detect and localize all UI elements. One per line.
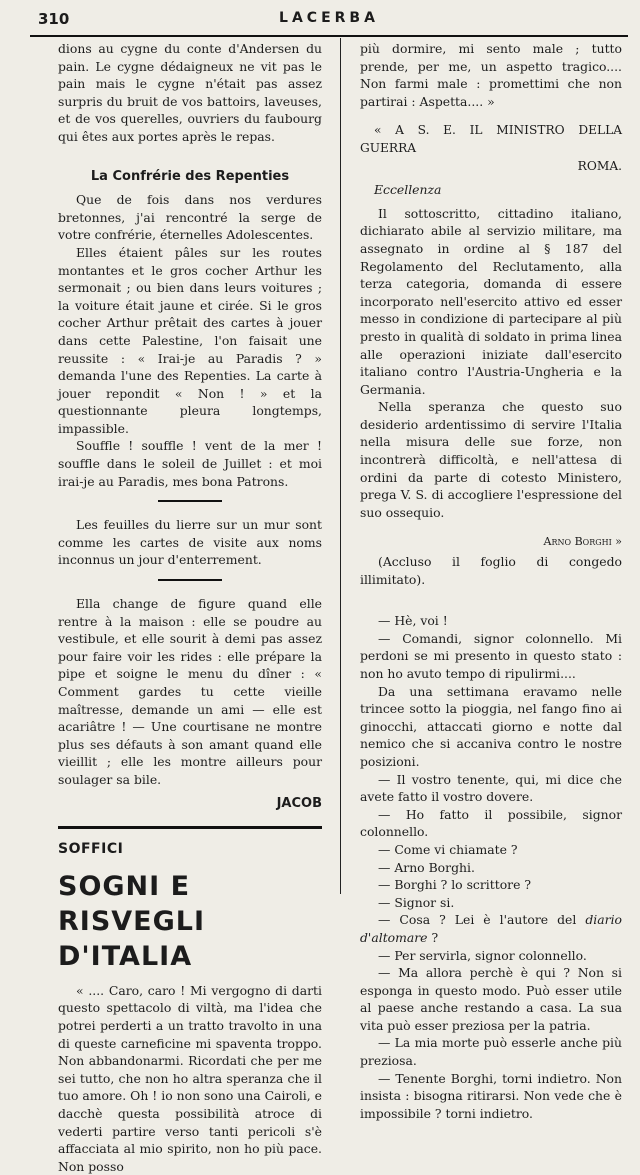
dialogue-line: — Signor si. <box>378 894 455 910</box>
section-heading: La Confrérie des Repenties <box>90 168 290 184</box>
letter-address: ROMA. <box>577 158 622 173</box>
book-title: diario d'altomare <box>360 912 622 945</box>
article-title <box>58 869 322 974</box>
enclosure-note: (Accluso il foglio di congedo illimitato). <box>360 554 622 587</box>
separator-rule <box>158 579 222 581</box>
dialogue-line: — Arno Borghi. <box>378 859 475 875</box>
page-header <box>38 8 620 36</box>
separator-rule <box>158 500 222 502</box>
continuation-paragraph: più dormire, mi sento male ; tutto prende, per me, un aspetto tragico.... Non farmi male : promettimi che non partirai : Aspetta.... » <box>360 41 622 109</box>
letter-paragraph: Nella speranza che questo suo desiderio ardentissimo di servire l'Italia nella misura delle sue forze, non incontrerà difficoltà, e nell'attesa di ordini da parte di cotesto Ministero, prega V. S. di accogliere l'espressione del suo ossequio. <box>360 399 622 520</box>
dialogue-line: — Hè, voi ! <box>378 613 448 629</box>
dialogue-line: — Ho fatto il possibile, signor colonnello. <box>360 806 622 840</box>
dialogue-line <box>360 911 622 946</box>
dialogue-line: — Comandi, signor colonnello. Mi perdoni se mi presento in questo stato : non ho avuto tempo di ripulirmi.... <box>360 630 622 681</box>
dialogue-line: — Il vostro tenente, qui, mi dice che avete fatto il vostro dovere. <box>360 771 622 805</box>
left-column <box>58 40 322 1175</box>
dialogue-line: Da una settimana eravamo nelle trincee sotto la pioggia, nel fango fino ai ginocchi, attaccati giorno e notte dal nemico che si accaniva contro le nostre posizioni. <box>360 683 622 769</box>
dialogue-line: — Per servirla, signor colonnello. <box>378 947 587 963</box>
journal-title: LACERBA <box>279 10 379 26</box>
dialogue-line: — Borghi ? lo scrittore ? <box>378 877 532 893</box>
header-rule <box>30 35 628 37</box>
section-paragraph: Que de fois dans nos verdures bretonnes, j'ai rencontré la serge de votre confrérie, éternelles Adolescentes. <box>58 192 322 243</box>
opening-paragraph: dions au cygne du conte d'Andersen du pain. Le cygne dédaigneux ne vit pas le pain mais le cygne n'était pas assez surpris du bruit de vos battoirs, laveuses, et de vos querelles, ouvriers du faubourg qui êtes aux portes après le repas. <box>58 41 322 144</box>
section-paragraph: Souffle ! souffle ! vent de la mer ! souffle dans le soleil de Juillet : et moi irai-je au Paradis, mes bona Patrons. <box>58 438 322 489</box>
letter-paragraph: Il sottoscritto, cittadino italiano, dichiarato abile al servizio militare, ma assegnato in ordine al § 187 del Regolamento del Reclutamento, alla terza categoria, domanda di essere incorporato nell'esercito attivo ed esser messo in condizione di partecipare al più presto in qualità di soldato in prima linea alle operazioni iniziate dall'esercito italiano contro l'Austria-Ungheria e la Germania. <box>360 205 622 397</box>
dialogue-text: — Cosa ? Lei è l'autore del <box>378 912 586 928</box>
dialogue-line: — Tenente Borghi, torni indietro. Non insista : bisogna ritirarsi. Non vede che è impossibile ? torni indietro. <box>360 1070 622 1121</box>
section-paragraph: Elles étaient pâles sur les routes montantes et le gros cocher Arthur les sermonait ; ou bien dans leurs voitures ; la voiture était jaune et cirée. Si le gros cocher Arthur prêtait des cartes à jouer dans cette Palestine, l'on faisait une reussite : « Irai-je au Paradis ? » demanda l'une des Repenties. La carte à jouer repondit « Non ! » et la questionnante pleura longtemps, impassible. <box>58 244 322 436</box>
article-separator <box>58 826 322 829</box>
dialogue-line: — La mia morte può esserle anche più preziosa. <box>360 1035 622 1069</box>
article-opening: « .... Caro, caro ! Mi vergogno di darti questo spettacolo di viltà, ma l'idea che potrei perderti a un tratto travolto in una di queste carneficine mi spaventa troppo. Non abbandonarmi. Ricordati che per me sei tutto, che non ho altra speranza che il tuo amore. Oh ! io non sono una Cairoli, e dacchè questa possibilità atroce di vederti partire verso tanti pericoli s'è affacciata al mio spirito, non ho più pace. Non posso <box>58 982 322 1174</box>
author-signature: JACOB <box>276 795 322 811</box>
page-number: 310 <box>38 10 70 28</box>
section-gap <box>360 598 622 612</box>
letter-signature: Arno Borghi » <box>543 535 622 549</box>
right-column <box>360 40 622 1122</box>
letter-salutation: Eccellenza <box>374 182 442 198</box>
dialogue-line: — Ma allora perchè è qui ? Non si esponga in questo modo. Può esser utile al paese anche restando a casa. La sua vita può esser preziosa per la patria. <box>360 965 622 1033</box>
letter-heading: « A S. E. IL MINISTRO DELLA GUERRA <box>360 123 622 155</box>
article-title-line: SOGNI E RISVEGLI <box>58 870 206 937</box>
dialogue-text: ? <box>427 929 439 945</box>
article-title-line: D'ITALIA <box>58 940 193 972</box>
dialogue-line: — Come vi chiamate ? <box>378 841 518 857</box>
fragment-paragraph: Ella change de figure quand elle rentre à la maison : elle se poudre au vestibule, et elle sourit à demi pas assez pour faire voir les rides : elle prépare la pipe et soigne le menu du dîner : « Comment gardes tu cette vieille maîtresse, demande un ami — elle est acariâtre ! — Une courtisane ne montre plus ses défauts à son amant quand elle vieillit ; elle les montre ailleurs pour soulager sa bile. <box>58 596 322 787</box>
article-author: SOFFICI <box>58 841 124 858</box>
column-divider <box>340 38 341 894</box>
fragment-paragraph: Les feuilles du lierre sur un mur sont comme les cartes de visite aux noms inconnus un jour d'enterrement. <box>58 517 322 568</box>
